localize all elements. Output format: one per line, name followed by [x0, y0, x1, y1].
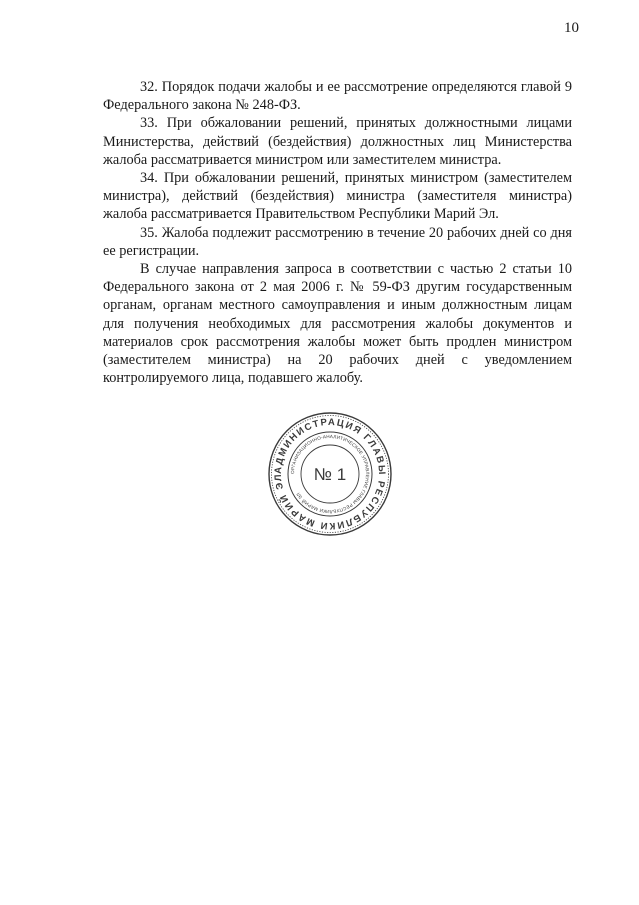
official-stamp: [266, 410, 394, 538]
paragraph-35: 35. Жалоба подлежит рассмотрению в течение 20 рабочих дней со дня ее регистрации.: [103, 224, 572, 259]
stamp-outer-text: АДМИНИСТРАЦИЯ ГЛАВЫ РЕСПУБЛИКИ МАРИЙ ЭЛ: [272, 416, 388, 532]
paragraph-32: 32. Порядок подачи жалобы и ее рассмотрение определяются главой 9 Федерального закона № 248-ФЗ.: [103, 79, 572, 114]
stamp-number: № 1: [313, 465, 347, 484]
stamp-inner-text: ОРГАНИЗАЦИОННО-АНАЛИТИЧЕСКОЕ УПРАВЛЕНИЕ ГЛАВЫ РЕСПУБЛИКИ МАРИЙ ЭЛ: [289, 433, 371, 515]
document-body: [103, 78, 572, 387]
page-number: 10: [564, 20, 579, 36]
paragraph-34: 34. При обжаловании решений, принятых министром (заместителем министра), действий (бездействия) министра (заместителя министра) жалоба рассматривается Правительством Республики Марий Эл.: [103, 170, 572, 223]
paragraph-33: 33. При обжаловании решений, принятых должностными лицами Министерства, действий (бездействия) должностных лиц Министерства жалоба рассматривается министром или заместителем министра.: [103, 115, 572, 168]
paragraph-35-extension: В случае направления запроса в соответствии с частью 2 статьи 10 Федерального закона от 2 мая 2006 г. № 59-ФЗ другим государственным органам, органам местного самоуправления и иным должностным лицам для получения необходимых для рассмотрения жалобы документов и материалов срок рассмотрения жалобы может быть продлен министром (заместителем министра) на 20 рабочих дней с уведомлением контролируемого лица, подавшего жалобу.: [103, 261, 572, 387]
